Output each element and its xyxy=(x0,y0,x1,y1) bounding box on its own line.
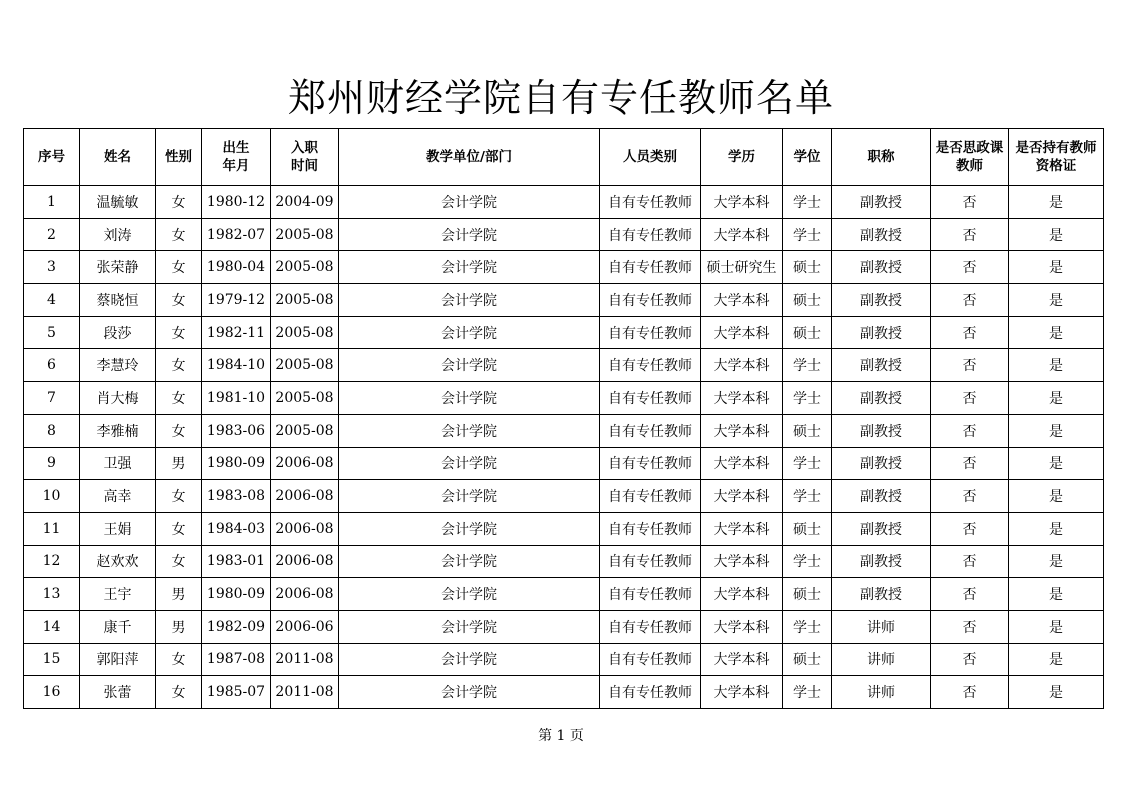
cell-gender: 女 xyxy=(156,316,202,349)
cell-gender: 女 xyxy=(156,349,202,382)
cell-staff-category: 自有专任教师 xyxy=(600,480,701,513)
cell-index: 4 xyxy=(24,284,80,317)
cell-education: 大学本科 xyxy=(701,676,783,709)
cell-name: 郭阳萍 xyxy=(80,643,156,676)
header-department-line: 教学单位/部门 xyxy=(426,149,512,165)
header-education xyxy=(701,129,783,186)
header-education-line: 学历 xyxy=(728,149,755,165)
cell-department: 会计学院 xyxy=(339,578,600,611)
cell-birth-date: 1982-11 xyxy=(202,316,271,349)
header-index xyxy=(24,129,80,186)
cell-ideology-teacher: 否 xyxy=(931,251,1009,284)
cell-birth-date: 1981-10 xyxy=(202,382,271,415)
cell-index: 6 xyxy=(24,349,80,382)
cell-hire-date: 2006-08 xyxy=(271,480,339,513)
cell-department: 会计学院 xyxy=(339,316,600,349)
cell-index: 3 xyxy=(24,251,80,284)
cell-ideology-teacher: 否 xyxy=(931,414,1009,447)
table-row xyxy=(24,251,1104,284)
cell-name: 蔡晓恒 xyxy=(80,284,156,317)
cell-birth-date: 1980-04 xyxy=(202,251,271,284)
cell-hire-date: 2005-08 xyxy=(271,414,339,447)
cell-department: 会计学院 xyxy=(339,382,600,415)
cell-teacher-certificate: 是 xyxy=(1009,512,1104,545)
cell-ideology-teacher: 否 xyxy=(931,578,1009,611)
cell-title: 讲师 xyxy=(832,643,931,676)
cell-education: 大学本科 xyxy=(701,643,783,676)
cell-index: 16 xyxy=(24,676,80,709)
header-birth-date-line: 出生 xyxy=(222,140,250,156)
header-gender xyxy=(156,129,202,186)
table-row xyxy=(24,545,1104,578)
cell-department: 会计学院 xyxy=(339,610,600,643)
header-title-line: 职称 xyxy=(867,149,895,165)
cell-ideology-teacher: 否 xyxy=(931,218,1009,251)
cell-index: 10 xyxy=(24,480,80,513)
cell-title: 讲师 xyxy=(832,676,931,709)
header-title xyxy=(832,129,931,186)
cell-staff-category: 自有专任教师 xyxy=(600,382,701,415)
cell-staff-category: 自有专任教师 xyxy=(600,218,701,251)
cell-staff-category: 自有专任教师 xyxy=(600,284,701,317)
cell-degree: 学士 xyxy=(783,480,832,513)
table-row xyxy=(24,610,1104,643)
cell-degree: 学士 xyxy=(783,610,832,643)
cell-staff-category: 自有专任教师 xyxy=(600,186,701,219)
cell-title: 副教授 xyxy=(832,480,931,513)
cell-teacher-certificate: 是 xyxy=(1009,578,1104,611)
cell-department: 会计学院 xyxy=(339,414,600,447)
table-row xyxy=(24,284,1104,317)
cell-education: 大学本科 xyxy=(701,414,783,447)
cell-education: 硕士研究生 xyxy=(701,251,783,284)
cell-teacher-certificate: 是 xyxy=(1009,218,1104,251)
cell-title: 副教授 xyxy=(832,186,931,219)
cell-department: 会计学院 xyxy=(339,480,600,513)
cell-hire-date: 2005-08 xyxy=(271,382,339,415)
table-row xyxy=(24,643,1104,676)
cell-staff-category: 自有专任教师 xyxy=(600,545,701,578)
cell-ideology-teacher: 否 xyxy=(931,186,1009,219)
cell-teacher-certificate: 是 xyxy=(1009,610,1104,643)
header-teacher-certificate-line: 资格证 xyxy=(1035,158,1077,174)
cell-name: 刘涛 xyxy=(80,218,156,251)
teacher-roster-table xyxy=(23,128,1104,709)
cell-index: 2 xyxy=(24,218,80,251)
cell-hire-date: 2004-09 xyxy=(271,186,339,219)
cell-teacher-certificate: 是 xyxy=(1009,251,1104,284)
cell-department: 会计学院 xyxy=(339,218,600,251)
cell-title: 副教授 xyxy=(832,545,931,578)
cell-birth-date: 1984-10 xyxy=(202,349,271,382)
cell-hire-date: 2006-06 xyxy=(271,610,339,643)
cell-birth-date: 1987-08 xyxy=(202,643,271,676)
header-index-line: 序号 xyxy=(38,149,65,165)
cell-teacher-certificate: 是 xyxy=(1009,316,1104,349)
cell-hire-date: 2005-08 xyxy=(271,316,339,349)
cell-gender: 女 xyxy=(156,186,202,219)
header-birth-date-line: 年月 xyxy=(222,158,250,174)
cell-birth-date: 1982-07 xyxy=(202,218,271,251)
cell-birth-date: 1983-01 xyxy=(202,545,271,578)
header-name-line: 姓名 xyxy=(104,149,131,165)
cell-education: 大学本科 xyxy=(701,480,783,513)
cell-department: 会计学院 xyxy=(339,545,600,578)
table-row xyxy=(24,218,1104,251)
cell-staff-category: 自有专任教师 xyxy=(600,643,701,676)
cell-index: 8 xyxy=(24,414,80,447)
cell-title: 副教授 xyxy=(832,382,931,415)
cell-birth-date: 1980-09 xyxy=(202,447,271,480)
header-ideology-teacher-line: 教师 xyxy=(956,158,983,174)
cell-birth-date: 1983-06 xyxy=(202,414,271,447)
cell-teacher-certificate: 是 xyxy=(1009,382,1104,415)
cell-birth-date: 1984-03 xyxy=(202,512,271,545)
cell-ideology-teacher: 否 xyxy=(931,284,1009,317)
cell-degree: 学士 xyxy=(783,349,832,382)
cell-department: 会计学院 xyxy=(339,512,600,545)
page-number-footer: 第 1 页 xyxy=(538,728,584,744)
cell-hire-date: 2005-08 xyxy=(271,218,339,251)
cell-name: 王娟 xyxy=(80,512,156,545)
cell-degree: 硕士 xyxy=(783,578,832,611)
cell-teacher-certificate: 是 xyxy=(1009,186,1104,219)
header-ideology-teacher-line: 是否思政课 xyxy=(935,140,1004,156)
cell-hire-date: 2011-08 xyxy=(271,676,339,709)
cell-ideology-teacher: 否 xyxy=(931,512,1009,545)
cell-title: 副教授 xyxy=(832,284,931,317)
header-degree xyxy=(783,129,832,186)
cell-teacher-certificate: 是 xyxy=(1009,676,1104,709)
cell-title: 副教授 xyxy=(832,218,931,251)
cell-gender: 女 xyxy=(156,643,202,676)
cell-education: 大学本科 xyxy=(701,316,783,349)
cell-birth-date: 1985-07 xyxy=(202,676,271,709)
header-birth-date xyxy=(202,129,271,186)
header-name xyxy=(80,129,156,186)
cell-gender: 女 xyxy=(156,251,202,284)
cell-title: 副教授 xyxy=(832,414,931,447)
cell-education: 大学本科 xyxy=(701,349,783,382)
cell-index: 7 xyxy=(24,382,80,415)
cell-gender: 女 xyxy=(156,382,202,415)
cell-hire-date: 2005-08 xyxy=(271,284,339,317)
table-row xyxy=(24,447,1104,480)
cell-index: 14 xyxy=(24,610,80,643)
cell-title: 副教授 xyxy=(832,447,931,480)
table-row xyxy=(24,676,1104,709)
cell-degree: 硕士 xyxy=(783,316,832,349)
cell-degree: 硕士 xyxy=(783,284,832,317)
table-row xyxy=(24,414,1104,447)
cell-education: 大学本科 xyxy=(701,218,783,251)
cell-hire-date: 2005-08 xyxy=(271,251,339,284)
cell-ideology-teacher: 否 xyxy=(931,545,1009,578)
cell-index: 12 xyxy=(24,545,80,578)
cell-education: 大学本科 xyxy=(701,578,783,611)
cell-staff-category: 自有专任教师 xyxy=(600,414,701,447)
cell-ideology-teacher: 否 xyxy=(931,643,1009,676)
cell-degree: 学士 xyxy=(783,545,832,578)
cell-staff-category: 自有专任教师 xyxy=(600,676,701,709)
header-department xyxy=(339,129,600,186)
cell-ideology-teacher: 否 xyxy=(931,316,1009,349)
header-staff-category xyxy=(600,129,701,186)
cell-ideology-teacher: 否 xyxy=(931,382,1009,415)
cell-hire-date: 2005-08 xyxy=(271,349,339,382)
cell-education: 大学本科 xyxy=(701,610,783,643)
cell-birth-date: 1980-12 xyxy=(202,186,271,219)
cell-gender: 女 xyxy=(156,545,202,578)
cell-teacher-certificate: 是 xyxy=(1009,284,1104,317)
header-teacher-certificate-line: 是否持有教师 xyxy=(1015,140,1097,156)
cell-gender: 男 xyxy=(156,447,202,480)
cell-teacher-certificate: 是 xyxy=(1009,643,1104,676)
cell-index: 5 xyxy=(24,316,80,349)
cell-degree: 硕士 xyxy=(783,251,832,284)
cell-name: 温毓敏 xyxy=(80,186,156,219)
cell-ideology-teacher: 否 xyxy=(931,676,1009,709)
cell-index: 11 xyxy=(24,512,80,545)
cell-department: 会计学院 xyxy=(339,186,600,219)
cell-hire-date: 2006-08 xyxy=(271,447,339,480)
cell-education: 大学本科 xyxy=(701,545,783,578)
table-row xyxy=(24,186,1104,219)
cell-degree: 学士 xyxy=(783,447,832,480)
cell-gender: 女 xyxy=(156,218,202,251)
cell-name: 康千 xyxy=(80,610,156,643)
cell-ideology-teacher: 否 xyxy=(931,349,1009,382)
cell-ideology-teacher: 否 xyxy=(931,610,1009,643)
cell-department: 会计学院 xyxy=(339,349,600,382)
cell-index: 15 xyxy=(24,643,80,676)
table-row xyxy=(24,480,1104,513)
cell-staff-category: 自有专任教师 xyxy=(600,578,701,611)
cell-gender: 男 xyxy=(156,610,202,643)
cell-education: 大学本科 xyxy=(701,382,783,415)
table-row xyxy=(24,349,1104,382)
cell-teacher-certificate: 是 xyxy=(1009,545,1104,578)
header-staff-category-line: 人员类别 xyxy=(623,149,677,165)
cell-name: 高幸 xyxy=(80,480,156,513)
cell-degree: 硕士 xyxy=(783,512,832,545)
cell-department: 会计学院 xyxy=(339,643,600,676)
cell-teacher-certificate: 是 xyxy=(1009,349,1104,382)
cell-name: 赵欢欢 xyxy=(80,545,156,578)
table-row xyxy=(24,578,1104,611)
cell-ideology-teacher: 否 xyxy=(931,480,1009,513)
cell-gender: 女 xyxy=(156,512,202,545)
cell-department: 会计学院 xyxy=(339,251,600,284)
cell-title: 副教授 xyxy=(832,316,931,349)
header-hire-date-line: 时间 xyxy=(291,158,318,174)
cell-degree: 硕士 xyxy=(783,643,832,676)
cell-gender: 女 xyxy=(156,676,202,709)
header-hire-date-line: 入职 xyxy=(291,140,318,156)
header-hire-date xyxy=(271,129,339,186)
cell-gender: 女 xyxy=(156,284,202,317)
cell-education: 大学本科 xyxy=(701,284,783,317)
cell-title: 副教授 xyxy=(832,349,931,382)
cell-staff-category: 自有专任教师 xyxy=(600,610,701,643)
cell-index: 1 xyxy=(24,186,80,219)
cell-staff-category: 自有专任教师 xyxy=(600,316,701,349)
table-body xyxy=(24,186,1104,709)
header-gender-line: 性别 xyxy=(165,149,192,165)
cell-teacher-certificate: 是 xyxy=(1009,447,1104,480)
cell-education: 大学本科 xyxy=(701,186,783,219)
cell-degree: 学士 xyxy=(783,218,832,251)
table-row xyxy=(24,382,1104,415)
cell-birth-date: 1979-12 xyxy=(202,284,271,317)
cell-education: 大学本科 xyxy=(701,512,783,545)
cell-name: 段莎 xyxy=(80,316,156,349)
cell-staff-category: 自有专任教师 xyxy=(600,251,701,284)
table-row xyxy=(24,512,1104,545)
header-ideology-teacher xyxy=(931,129,1009,186)
cell-ideology-teacher: 否 xyxy=(931,447,1009,480)
cell-name: 肖大梅 xyxy=(80,382,156,415)
table-row xyxy=(24,316,1104,349)
cell-gender: 男 xyxy=(156,578,202,611)
cell-title: 副教授 xyxy=(832,251,931,284)
cell-name: 卫强 xyxy=(80,447,156,480)
cell-birth-date: 1980-09 xyxy=(202,578,271,611)
cell-department: 会计学院 xyxy=(339,284,600,317)
cell-title: 副教授 xyxy=(832,578,931,611)
cell-degree: 硕士 xyxy=(783,414,832,447)
cell-name: 张蕾 xyxy=(80,676,156,709)
cell-teacher-certificate: 是 xyxy=(1009,480,1104,513)
cell-degree: 学士 xyxy=(783,382,832,415)
cell-index: 9 xyxy=(24,447,80,480)
table-header-row xyxy=(24,129,1104,186)
cell-staff-category: 自有专任教师 xyxy=(600,349,701,382)
header-degree-line: 学位 xyxy=(793,149,821,165)
cell-title: 讲师 xyxy=(832,610,931,643)
cell-name: 王宇 xyxy=(80,578,156,611)
cell-hire-date: 2006-08 xyxy=(271,512,339,545)
cell-gender: 女 xyxy=(156,480,202,513)
cell-staff-category: 自有专任教师 xyxy=(600,447,701,480)
cell-degree: 学士 xyxy=(783,186,832,219)
cell-name: 张荣静 xyxy=(80,251,156,284)
cell-title: 副教授 xyxy=(832,512,931,545)
cell-staff-category: 自有专任教师 xyxy=(600,512,701,545)
cell-birth-date: 1983-08 xyxy=(202,480,271,513)
cell-gender: 女 xyxy=(156,414,202,447)
cell-education: 大学本科 xyxy=(701,447,783,480)
page-title: 郑州财经学院自有专任教师名单 xyxy=(287,76,834,120)
cell-hire-date: 2011-08 xyxy=(271,643,339,676)
cell-birth-date: 1982-09 xyxy=(202,610,271,643)
header-teacher-certificate xyxy=(1009,129,1104,186)
cell-degree: 学士 xyxy=(783,676,832,709)
cell-name: 李雅楠 xyxy=(80,414,156,447)
cell-hire-date: 2006-08 xyxy=(271,545,339,578)
cell-department: 会计学院 xyxy=(339,676,600,709)
cell-hire-date: 2006-08 xyxy=(271,578,339,611)
cell-teacher-certificate: 是 xyxy=(1009,414,1104,447)
cell-name: 李慧玲 xyxy=(80,349,156,382)
cell-department: 会计学院 xyxy=(339,447,600,480)
cell-index: 13 xyxy=(24,578,80,611)
